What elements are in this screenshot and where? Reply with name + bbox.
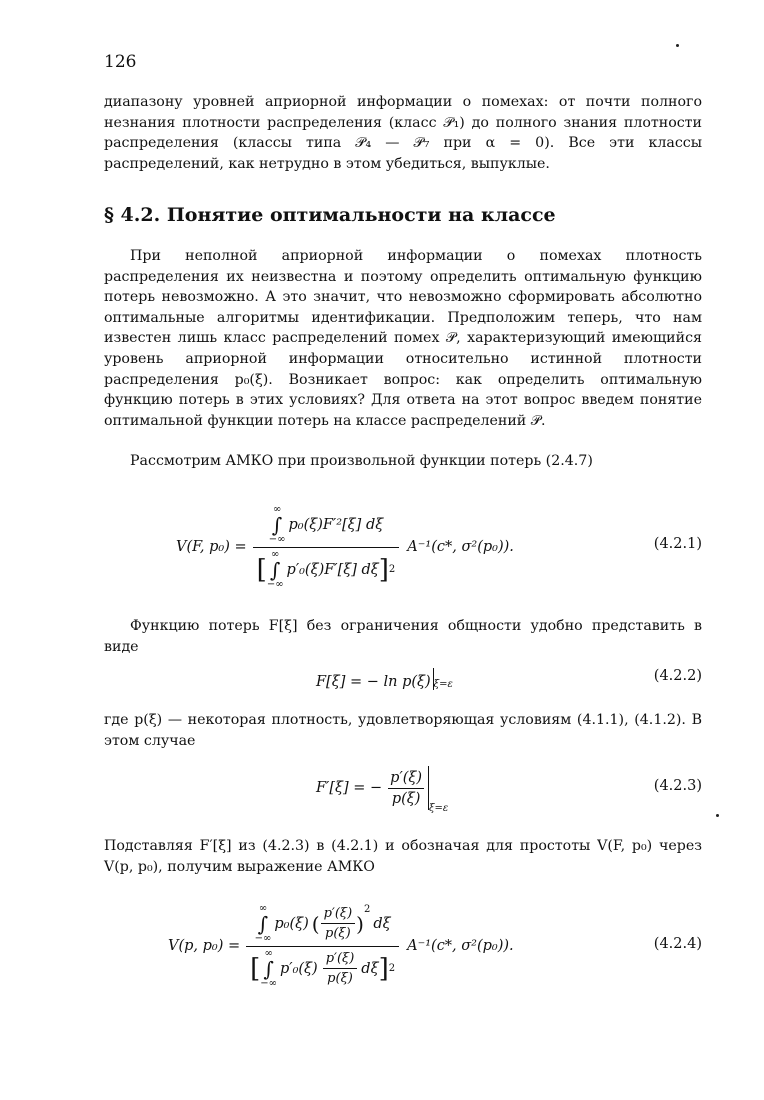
eq1-label: (4.2.1)	[653, 536, 702, 552]
paragraph-consider-amko: Рассмотрим АМКО при произвольной функции потерь (2.4.7)	[130, 453, 593, 469]
page-number: 126	[104, 52, 137, 72]
equation-4-2-1	[104, 494, 702, 604]
eq3-denominator: p(ξ)	[388, 788, 425, 807]
eq3-numerator: p′(ξ)	[390, 769, 423, 786]
eq2-expression: F[ξ] = − ln p(ξ)	[316, 674, 431, 690]
eq1-fraction: ∞ ∫ −∞ p₀(ξ)F′²[ξ] dξ [ ∞ ∫ −∞ p′₀(ξ)F′[ξ] dξ ] 2	[253, 505, 400, 590]
eq4-num-integral: ∞ ∫ −∞	[254, 902, 272, 944]
eq1-rhs: A⁻¹(c*, σ²(p₀)).	[407, 539, 514, 555]
eq4-rhs: A⁻¹(c*, σ²(p₀)).	[407, 938, 514, 954]
eq4-den-differential: dξ	[361, 960, 379, 977]
intro-paragraph: диапазону уровней априорной информации о помехах: от почти полного незнания плотности распределения (класс 𝒫₁) до полного знания плотности распределения (классы типа 𝒫₄ — 𝒫₇ при α = 0). Все эти классы распределений, как нетрудно в этом убедиться, выпуклые.	[104, 94, 702, 172]
eq2-label: (4.2.2)	[653, 668, 702, 684]
equation-4-2-3	[104, 762, 702, 818]
paragraph-where-density: где p(ξ) — некоторая плотность, удовлетворяющая условиям (4.1.1), (4.1.2). В этом случае	[104, 712, 702, 749]
scan-speck	[716, 814, 719, 817]
eq2-subscript: ξ=ε	[433, 679, 453, 690]
equation-4-2-4	[104, 892, 702, 1004]
eq1-num-integral: ∞ ∫ −∞	[268, 503, 286, 545]
eq1-lhs: V(F, p₀) =	[176, 539, 247, 555]
eq4-fraction: ∞ ∫ −∞ p₀(ξ) ( $\frac{p'(\xi)}{p(\xi)}$ ) $^2$ dξ [ ∞ ∫ −∞ p′₀(ξ) $\frac{p'(\xi)}{p(\xi)}$ dξ ] 2	[246, 904, 399, 989]
eq4-label: (4.2.4)	[653, 936, 702, 952]
eq4-num-density: p₀(ξ)	[274, 915, 309, 932]
eq4-num-differential: dξ	[373, 915, 391, 932]
paragraph-optimality-intro: При неполной априорной информации о помехах плотность распределения их неизвестна и поэтому определить оптимальную функцию потерь невозможно. А это значит, что невозможно сформировать абсолютно оптимальные алгоритмы идентификации. Предположим теперь, что нам известен лишь класс распределений помех 𝒫, характеризующий имеющийся уровень априорной информации относительно истинной плотности распределения p₀(ξ). Возникает вопрос: как определить оптимальную функцию потерь в этих условиях? Для ответа на этот вопрос введем понятие оптимальной функции потерь на классе распределений 𝒫.	[104, 248, 702, 429]
eq1-denominator: p′₀(ξ)F′[ξ] dξ	[286, 561, 379, 578]
eq3-lhs: F′[ξ] = −	[316, 780, 383, 796]
eq1-den-integral: ∞ ∫ −∞	[266, 548, 284, 590]
eq3-fraction	[386, 770, 426, 807]
scan-speck	[676, 44, 679, 47]
paragraph-substituting: Подставляя F′[ξ] из (4.2.3) в (4.2.1) и обозначая для простоты V(F, p₀) через V(p, p₀), получим выражение АМКО	[104, 838, 702, 875]
eq4-den-integral: ∞ ∫ −∞	[260, 947, 278, 989]
eq3-label: (4.2.3)	[653, 778, 702, 794]
eq1-numerator: p₀(ξ)F′²[ξ] dξ	[288, 516, 384, 533]
eq3-subscript: ξ=ε	[429, 803, 449, 814]
paragraph-loss-function: Функцию потерь F[ξ] без ограничения общности удобно представить в виде	[104, 618, 702, 655]
section-heading: § 4.2. Понятие оптимальности на классе	[104, 204, 556, 226]
eq4-den-density: p′₀(ξ)	[280, 960, 318, 977]
eq4-lhs: V(p, p₀) =	[168, 938, 241, 954]
equation-4-2-2	[104, 664, 702, 698]
